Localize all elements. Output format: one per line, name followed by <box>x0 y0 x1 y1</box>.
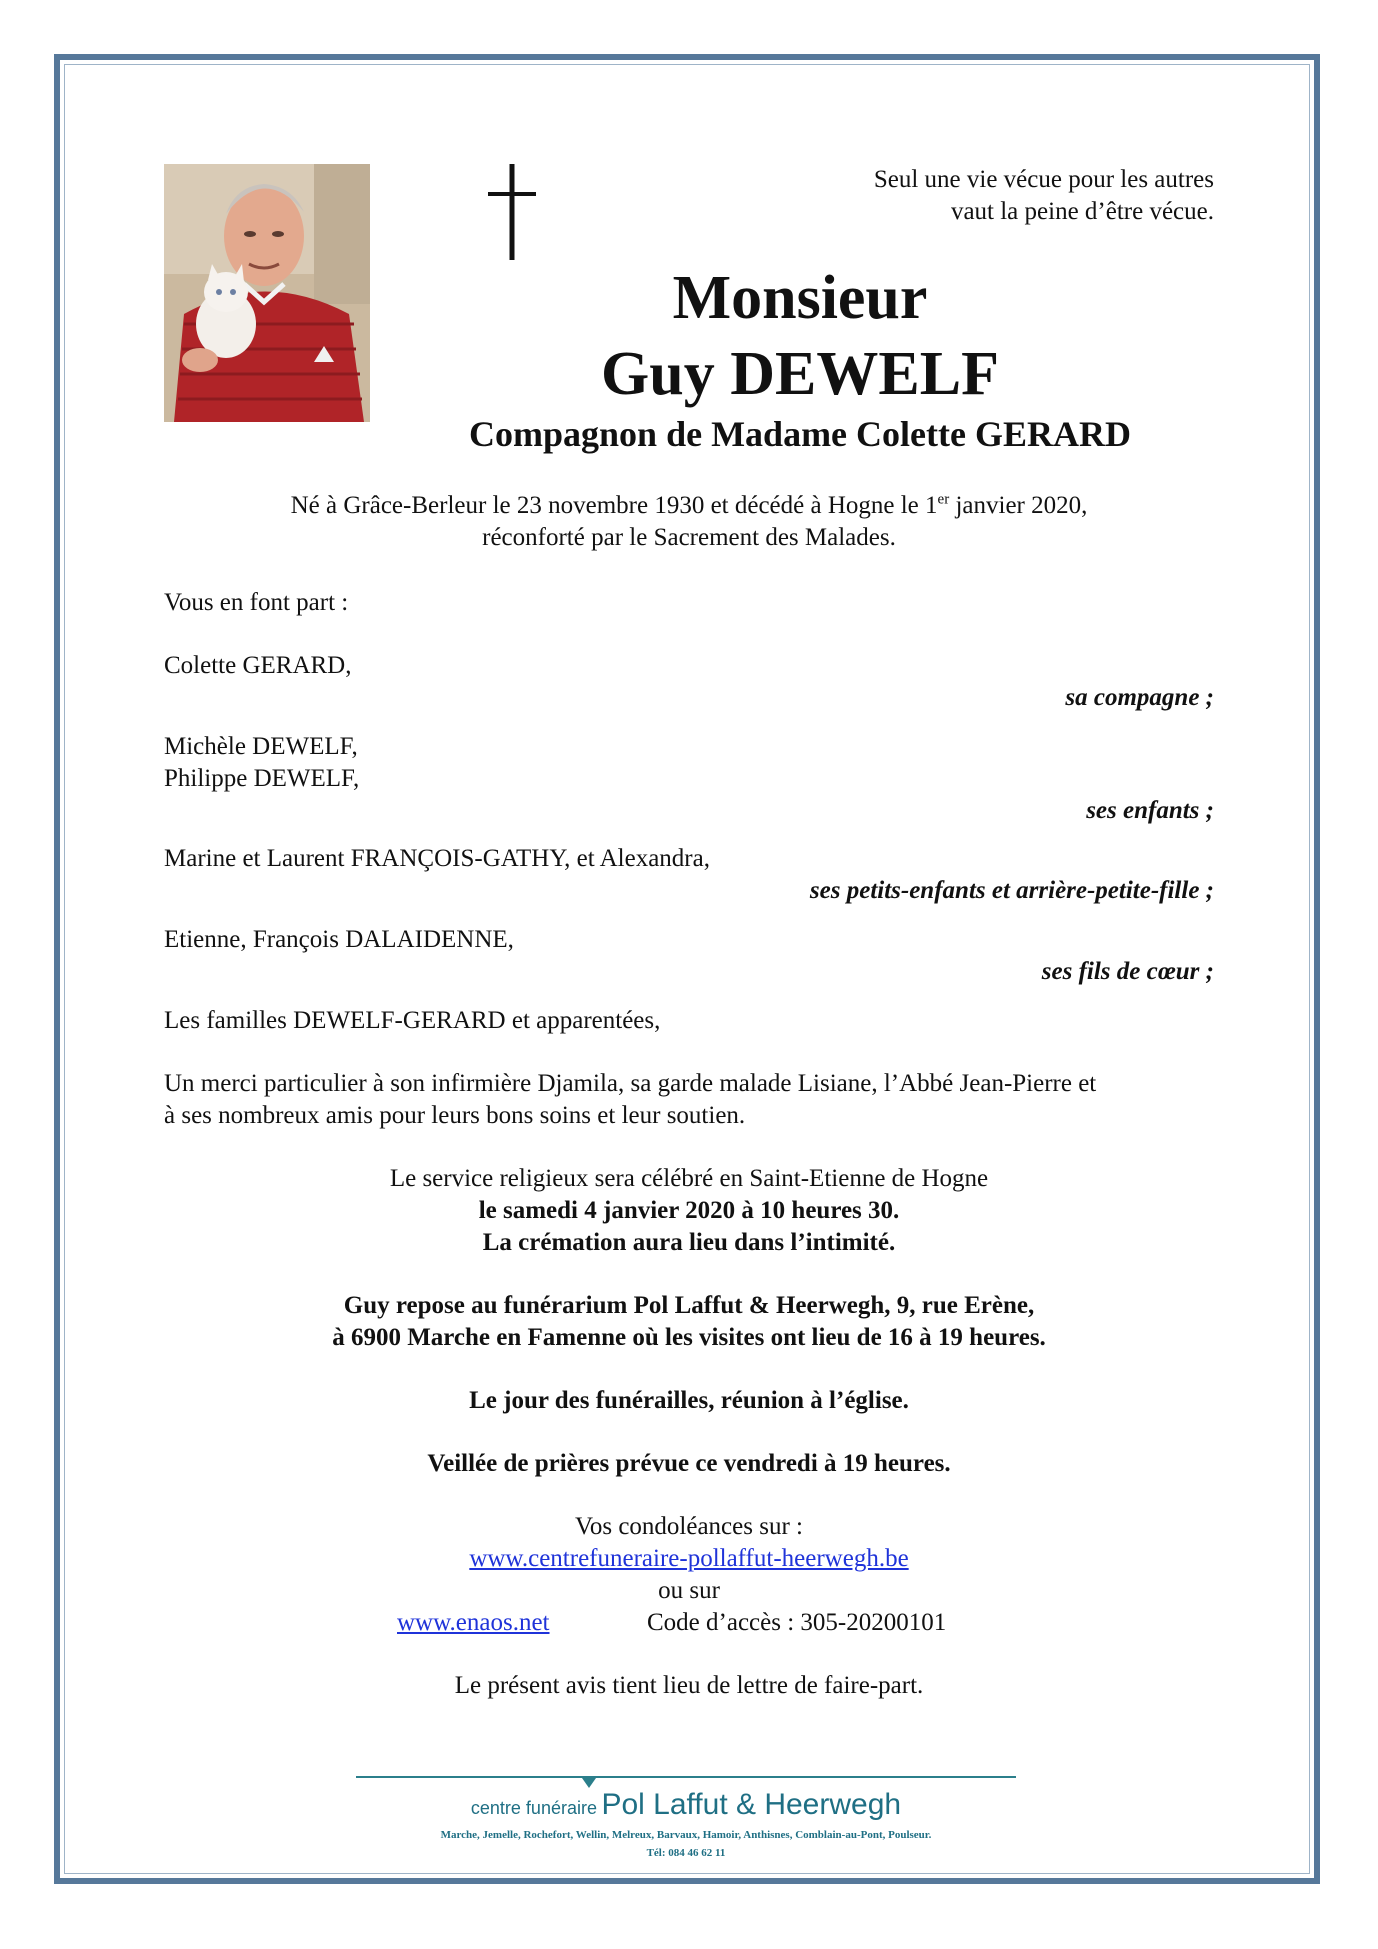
notice-line: Le présent avis tient lieu de lettre de faire-part. <box>454 1672 924 1699</box>
cremation-line: La crémation aura lieu dans l’intimité. <box>482 1229 896 1256</box>
condolences-label: Vos condoléances sur : <box>575 1513 803 1540</box>
family-role-compagne: sa compagne ; <box>1065 684 1214 711</box>
family-role-petits-enfants: ses petits-enfants et arrière-petite-fille ; <box>809 877 1214 904</box>
vigil-line: Veillée de prières prévue ce vendredi à 19 heures. <box>427 1450 951 1477</box>
birth-text: Né à Grâce-Berleur le 23 novembre 1930 et décédé à Hogne le 1 <box>290 492 938 519</box>
epitaph-quote <box>714 164 1214 228</box>
family-name-michele: Michèle DEWELF, <box>164 733 358 760</box>
logo-small-text: centre funéraire <box>470 1798 597 1818</box>
access-code: Code d’accès : 305-20200101 <box>647 1609 947 1636</box>
thanks-line-1: Un merci particulier à son infirmière Djamila, sa garde malade Lisiane, l’Abbé Jean-Pierre et <box>164 1070 1097 1097</box>
funeral-home-link[interactable]: www.centrefuneraire-pollaffut-heerwegh.be <box>469 1545 909 1572</box>
portrait-photo <box>164 164 370 422</box>
logo-brand-name: Pol Laffut & Heerwegh <box>601 1788 902 1821</box>
cross-icon <box>488 164 536 260</box>
family-name-etienne: Etienne, François DALAIDENNE, <box>164 926 514 953</box>
honorific-title: Monsieur <box>672 264 928 332</box>
family-name-colette: Colette GERARD, <box>164 652 352 679</box>
companion-line: Compagnon de Madame Colette GERARD <box>469 414 1131 454</box>
enaos-row <box>397 1607 550 1639</box>
funeral-home-logo <box>356 1788 1016 1822</box>
family-name-families: Les familles DEWELF-GERARD et apparentées, <box>164 1007 661 1034</box>
enaos-link[interactable]: www.enaos.net <box>397 1609 550 1636</box>
family-name-philippe: Philippe DEWELF, <box>164 765 360 792</box>
family-name-grandchildren: Marine et Laurent FRANÇOIS-GATHY, et Alexandra, <box>164 845 710 872</box>
family-role-enfants: ses enfants ; <box>1086 797 1214 824</box>
service-date: le samedi 4 janvier 2020 à 10 heures 30. <box>478 1197 900 1224</box>
birth-death-line <box>164 490 1214 522</box>
family-role-fils-de-coeur: ses fils de cœur ; <box>1041 958 1214 985</box>
repose-line-1: Guy repose au funérarium Pol Laffut & Heerwegh, 9, rue Erène, <box>343 1292 1035 1319</box>
meeting-line: Le jour des funérailles, réunion à l’église. <box>469 1387 909 1414</box>
ordinal-superscript: er <box>937 491 950 508</box>
portrait-illustration <box>164 164 370 422</box>
deceased-name: Guy DEWELF <box>601 340 999 408</box>
quote-line-2: vaut la peine d’être vécue. <box>950 198 1214 225</box>
footer-divider <box>356 1776 1016 1778</box>
footer-towns: Marche, Jemelle, Rochefort, Wellin, Melreux, Barvaux, Hamoir, Anthisnes, Comblain-au-Pont, Poulseur. <box>440 1829 932 1841</box>
sacrament-line: réconforté par le Sacrement des Malades. <box>482 524 896 551</box>
condolences-or: ou sur <box>658 1577 720 1604</box>
service-line-1: Le service religieux sera célébré en Saint-Etienne de Hogne <box>389 1165 989 1192</box>
footer-triangle-icon <box>582 1778 596 1788</box>
quote-line-1: Seul une vie vécue pour les autres <box>873 166 1214 193</box>
death-date-text: janvier 2020, <box>949 492 1088 519</box>
thanks-line-2: à ses nombreux amis pour leurs bons soins et leur soutien. <box>164 1102 746 1129</box>
footer-phone: Tél: 084 46 62 11 <box>646 1847 726 1859</box>
announcement-intro: Vous en font part : <box>164 589 349 616</box>
repose-line-2: à 6900 Marche en Famenne où les visites ont lieu de 16 à 19 heures. <box>332 1324 1046 1351</box>
condolences-url-row <box>164 1543 1214 1575</box>
